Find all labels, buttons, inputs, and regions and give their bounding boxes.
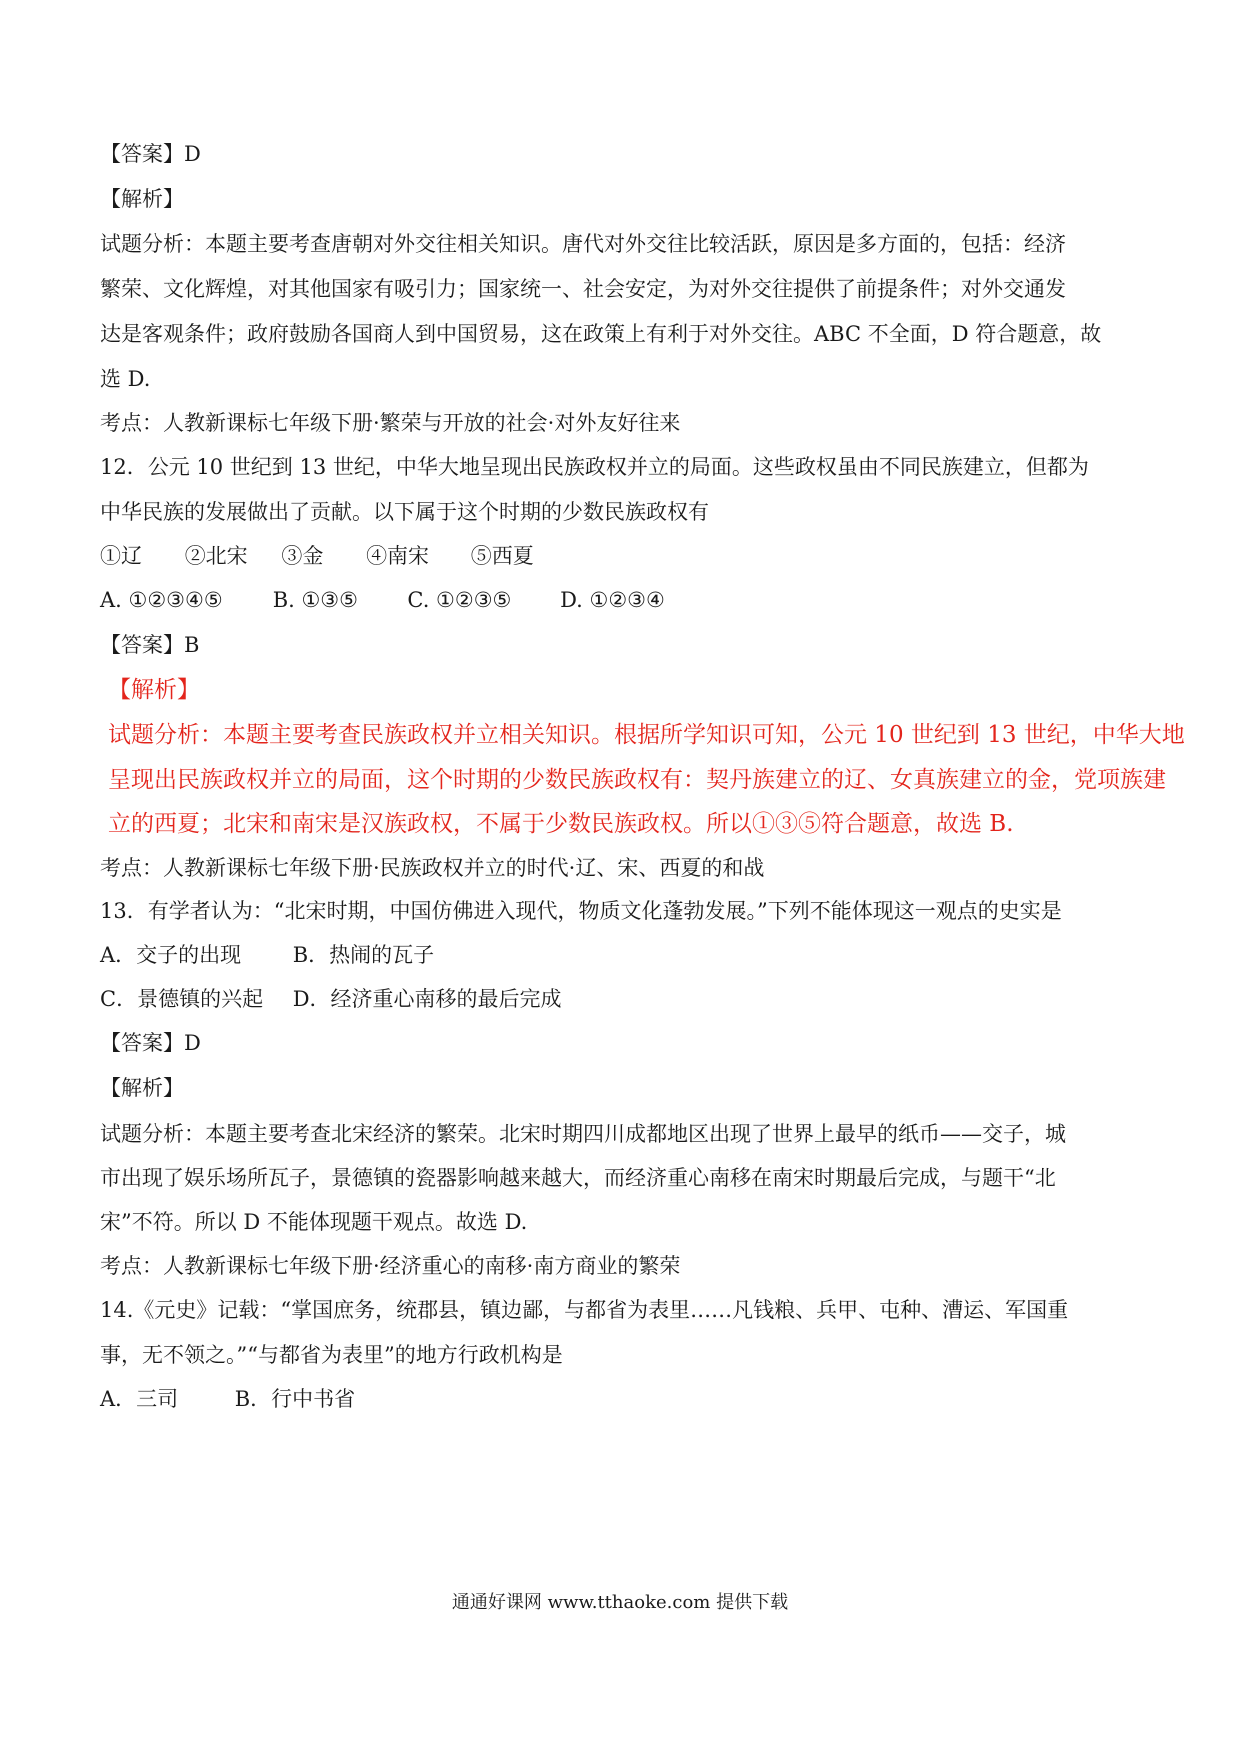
q13-option-a: A．交子的出现 [100, 943, 242, 967]
q13-analysis-line-1: 试题分析：本题主要考查北宋经济的繁荣。北宋时期四川成都地区出现了世界上最早的纸币——交子，城 [100, 1122, 1066, 1146]
q12-stem-line-2: 中华民族的发展做出了贡献。以下属于这个时期的少数民族政权有 [100, 500, 709, 524]
q12-option-a: A. ①②③④⑤ [100, 588, 223, 612]
q13-analysis-line-2: 市出现了娱乐场所瓦子，景德镇的瓷器影响越来越大，而经济重心南移在南宋时期最后完成，与题干“北 [100, 1166, 1056, 1190]
q11-analysis-line-4: 选 D. [100, 367, 151, 391]
q13-option-d: D．经济重心南移的最后完成 [292, 987, 562, 1011]
q14-option-b: B．行中书省 [234, 1387, 356, 1411]
q13-answer: 【答案】D [100, 1031, 201, 1055]
q12-stem-line-1: 12．公元 10 世纪到 13 世纪，中华大地呈现出民族政权并立的局面。这些政权虽由不同民族建立，但都为 [100, 455, 1089, 479]
q12-analysis-line-1: 试题分析：本题主要考查民族政权并立相关知识。根据所学知识可知，公元 10 世纪到 13 世纪，中华大地 [108, 722, 1185, 748]
q14-stem-line-1: 14.《元史》记载：“掌国庶务，统郡县，镇边鄙，与都省为表里……凡钱粮、兵甲、屯种、漕运、军国重 [100, 1298, 1069, 1322]
q13-option-b: B．热闹的瓦子 [292, 943, 435, 967]
q12-item-2: ②北宋 [184, 544, 248, 568]
q13-analysis-line-3: 宋”不符。所以 D 不能体现题干观点。故选 D. [100, 1210, 528, 1234]
q11-analysis-label: 【解析】 [100, 187, 184, 211]
q14-options [100, 1384, 355, 1414]
q12-point: 考点：人教新课标七年级下册·民族政权并立的时代·辽、宋、西夏的和战 [100, 856, 765, 880]
q13-point: 考点：人教新课标七年级下册·经济重心的南移·南方商业的繁荣 [100, 1254, 681, 1278]
q13-option-c: C．景德镇的兴起 [100, 987, 264, 1011]
page-footer: 通通好课网 www.tthaoke.com 提供下载 [451, 1592, 789, 1613]
q12-item-4: ④南宋 [366, 544, 430, 568]
q13-analysis-label: 【解析】 [100, 1076, 184, 1100]
q12-analysis-line-3: 立的西夏；北宋和南宋是汉族政权，不属于少数民族政权。所以①③⑤符合题意，故选 B. [108, 811, 1014, 837]
q11-analysis-line-2: 繁荣、文化辉煌，对其他国家有吸引力；国家统一、社会安定，为对外交往提供了前提条件；对外交通发 [100, 277, 1066, 301]
q12-analysis-label: 【解析】 [108, 677, 200, 703]
q13-options-row-2 [100, 984, 562, 1014]
q11-analysis-line-3: 达是客观条件；政府鼓励各国商人到中国贸易，这在政策上有利于对外交往。ABC 不全面，D 符合题意，故 [100, 322, 1102, 346]
q11-answer: 【答案】D [100, 142, 201, 166]
q11-analysis-line-1: 试题分析：本题主要考查唐朝对外交往相关知识。唐代对外交往比较活跃，原因是多方面的，包括：经济 [100, 232, 1066, 256]
q12-items [100, 541, 534, 571]
q12-answer: 【答案】B [100, 633, 200, 657]
q12-item-3: ③金 [281, 544, 324, 568]
q12-option-c: C. ①②③⑤ [407, 588, 512, 612]
q12-item-5: ⑤西夏 [470, 544, 534, 568]
q12-option-d: D. ①②③④ [560, 588, 665, 612]
q12-item-1: ①辽 [100, 544, 142, 568]
q12-option-b: B. ①③⑤ [272, 588, 358, 612]
q12-analysis-line-2: 呈现出民族政权并立的局面，这个时期的少数民族政权有：契丹族建立的辽、女真族建立的金，党项族建 [108, 767, 1166, 793]
q14-option-a: A．三司 [100, 1387, 179, 1411]
q11-point: 考点：人教新课标七年级下册·繁荣与开放的社会·对外友好往来 [100, 411, 681, 435]
q13-stem: 13．有学者认为：“北宋时期，中国仿佛进入现代，物质文化蓬勃发展。”下列不能体现这一观点的史实是 [100, 899, 1062, 923]
q13-options-row-1 [100, 940, 434, 970]
q14-stem-line-2: 事，无不领之。”“与都省为表里”的地方行政机构是 [100, 1343, 563, 1367]
q12-options [100, 585, 665, 615]
